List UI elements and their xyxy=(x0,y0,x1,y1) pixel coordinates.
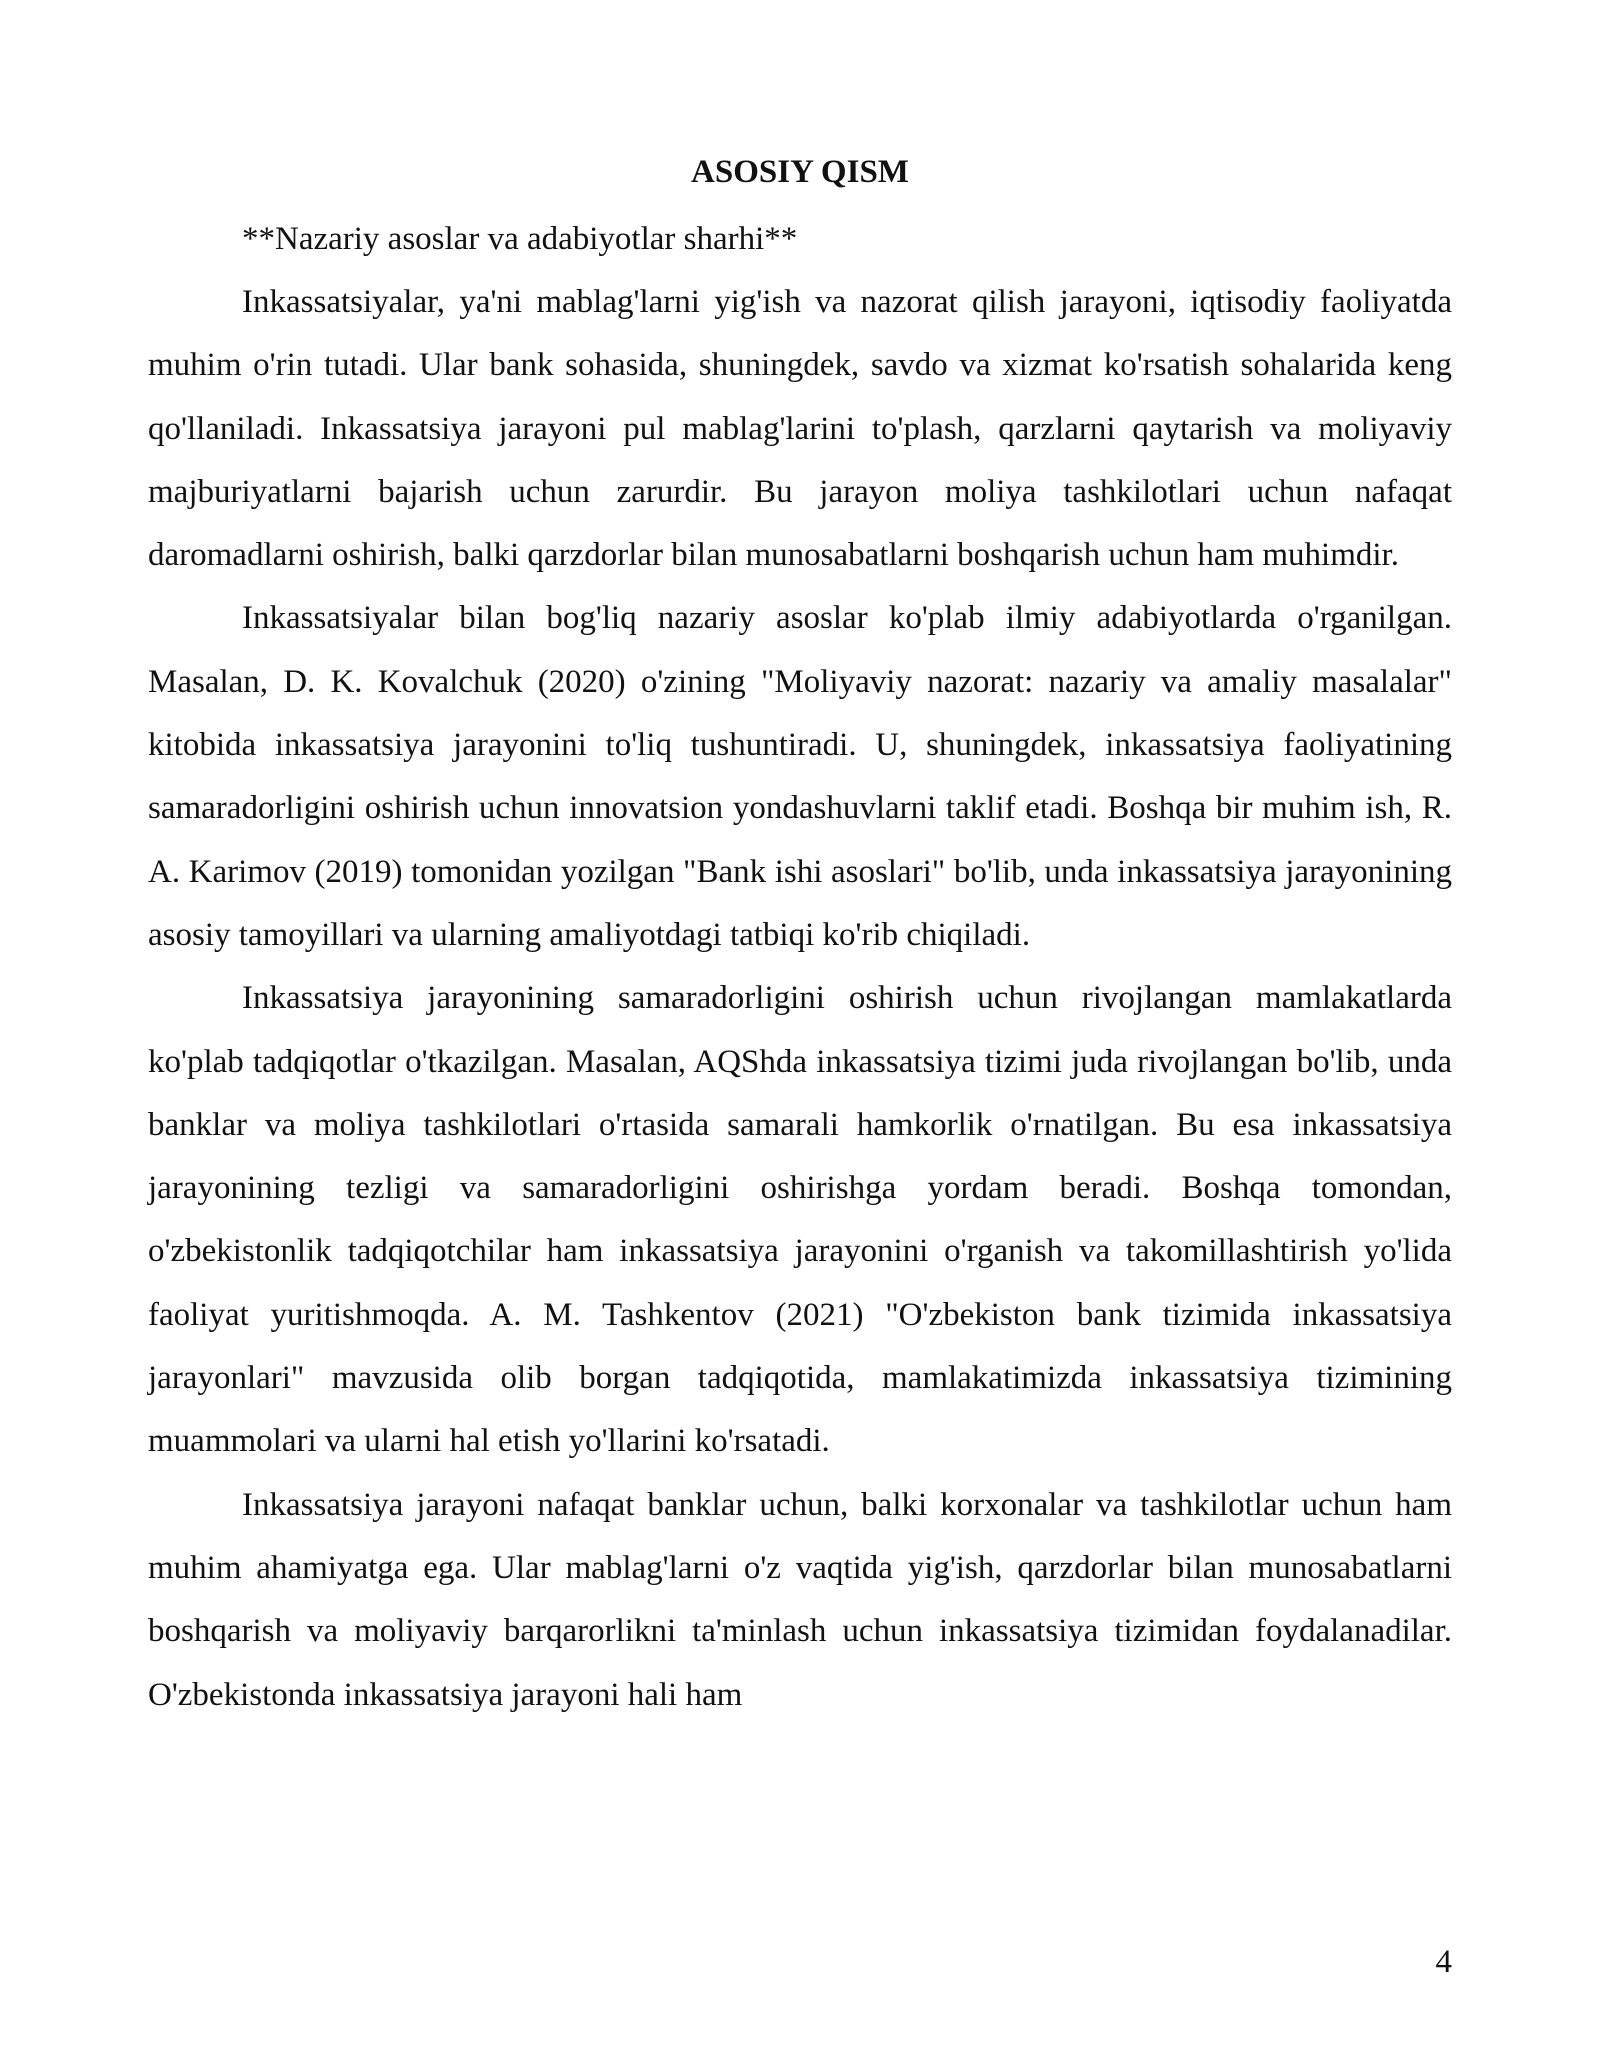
paragraph-2: Inkassatsiyalar bilan bog'liq nazariy asoslar ko'plab ilmiy adabiyotlarda o'rganilgan. Masalan, D. K. Kovalchuk (2020) o'zining "Moliyaviy nazorat: nazariy va amaliy masalalar" kitobida inkassatsiya jarayonini to'liq tushuntiradi. U, shuningdek, inkassatsiya faoliyatining samaradorligini oshirish uchun innovatsion yondashuvlarni taklif etadi. Boshqa bir muhim ish, R. A. Karimov (2019) tomonidan yozilgan "Bank ishi asoslari" bo'lib, unda inkassatsiya jarayonining asosiy tamoyillari va ularning amaliyotdagi tatbiqi ko'rib chiqiladi. xyxy=(148,600,1452,953)
subsection-heading: **Nazariy asoslar va adabiyotlar sharhi** xyxy=(242,221,798,257)
paragraph-4: Inkassatsiya jarayoni nafaqat banklar uchun, balki korxonalar va tashkilotlar uchun ham muhim ahamiyatga ega. Ular mablag'larni o'z vaqtida yig'ish, qarzdorlar bilan munosabatlarni boshqarish va moliyaviy barqarorlikni ta'minlash uchun inkassatsiya tizimidan foydalanadilar. O'zbekistonda inkassatsiya jarayoni hali ham xyxy=(148,1486,1452,1713)
page-number: 4 xyxy=(1435,1944,1452,1980)
paragraph-3: Inkassatsiya jarayonining samaradorligini oshirish uchun rivojlangan mamlakatlarda ko'plab tadqiqotlar o'tkazilgan. Masalan, AQShda inkassatsiya tizimi juda rivojlangan bo'lib, unda banklar va moliya tashkilotlari o'rtasida samarali hamkorlik o'rnatilgan. Bu esa inkassatsiya jarayonining tezligi va samaradorligini oshirishga yordam beradi. Boshqa tomondan, o'zbekistonlik tadqiqotchilar ham inkassatsiya jarayonini o'rganish va takomillashtirish yo'lida faoliyat yuritishmoqda. A. M. Tashkentov (2021) "O'zbekiston bank tizimida inkassatsiya jarayonlari" mavzusida olib borgan tadqiqotida, mamlakatimizda inkassatsiya tizimining muammolari va ularni hal etish yo'llarini ko'rsatadi. xyxy=(148,980,1452,1460)
paragraph-1: Inkassatsiyalar, ya'ni mablag'larni yig'ish va nazorat qilish jarayoni, iqtisodiy faoliyatda muhim o'rin tutadi. Ular bank sohasida, shuningdek, savdo va xizmat ko'rsatish sohalarida keng qo'llaniladi. Inkassatsiya jarayoni pul mablag'larini to'plash, qarzlarni qaytarish va moliyaviy majburiyatlarni bajarish uchun zarurdir. Bu jarayon moliya tashkilotlari uchun nafaqat daromadlarni oshirish, balki qarzdorlar bilan munosabatlarni boshqarish uchun ham muhimdir. xyxy=(148,284,1452,574)
section-heading: ASOSIY QISM xyxy=(691,154,909,190)
page-body xyxy=(148,144,1452,1727)
